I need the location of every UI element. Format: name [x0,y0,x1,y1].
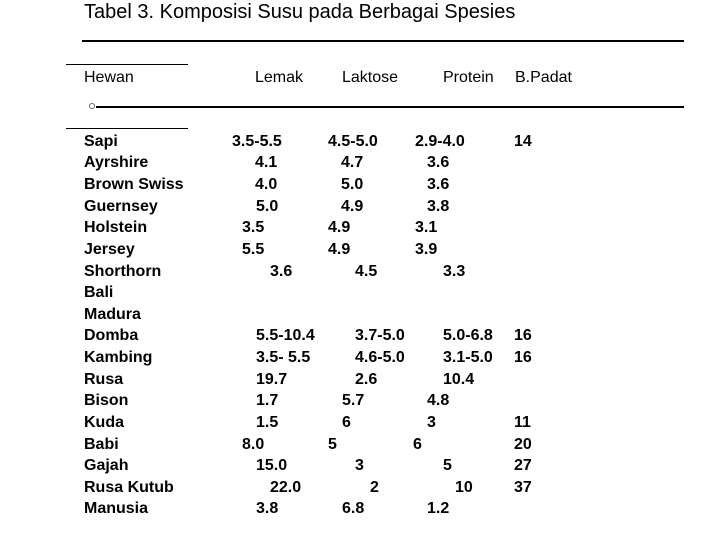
cell-protein: 3.9 [415,241,438,258]
header-lemak: Lemak [255,69,304,86]
table-title: Tabel 3. Komposisi Susu pada Berbagai Spesies [84,1,516,23]
bullet-dot-icon [89,103,95,109]
cell-laktose: 4.6-5.0 [355,349,405,366]
cell-hewan: Madura [84,306,141,323]
cell-protein: 2.9-4.0 [415,133,465,150]
cell-bpadat: 37 [514,479,532,496]
cell-laktose: 5 [328,436,337,453]
cell-laktose: 2 [370,479,379,496]
cell-lemak: 3.5 [242,219,265,236]
cell-laktose: 5.0 [341,176,364,193]
cell-bpadat: 16 [514,327,532,344]
cell-laktose: 4.5 [355,263,378,280]
cell-hewan: Brown Swiss [84,176,184,193]
header-laktose: Laktose [342,69,399,86]
cell-hewan: Manusia [84,500,149,517]
header-bpadat: B.Padat [515,69,572,86]
cell-laktose: 6.8 [342,500,365,517]
cell-lemak: 8.0 [242,436,265,453]
cell-hewan: Bali [84,284,114,301]
cell-bpadat: 11 [514,414,531,431]
cell-hewan: Bison [84,392,129,409]
cell-hewan: Holstein [84,219,148,236]
cell-protein: 5.0-6.8 [443,327,493,344]
cell-laktose: 4.7 [341,154,364,171]
cell-lemak: 5.0 [256,198,279,215]
cell-protein: 1.2 [427,500,450,517]
cell-hewan: Sapi [84,133,118,150]
cell-lemak: 1.5 [256,414,279,431]
cell-laktose: 2.6 [355,371,378,388]
cell-hewan: Kuda [84,414,124,431]
cell-hewan: Rusa Kutub [84,479,174,496]
cell-protein: 3.8 [427,198,450,215]
cell-hewan: Kambing [84,349,153,366]
cell-protein: 3.1-5.0 [443,349,493,366]
cell-lemak: 3.5- 5.5 [256,349,311,366]
cell-laktose: 4.9 [328,241,351,258]
cell-protein: 10 [455,479,473,496]
cell-lemak: 1.7 [256,392,279,409]
cell-lemak: 3.5-5.5 [232,133,282,150]
cell-laktose: 3 [355,457,364,474]
cell-hewan: Shorthorn [84,263,162,280]
cell-protein: 4.8 [427,392,450,409]
header-hewan: Hewan [84,69,134,86]
cell-protein: 3 [427,414,436,431]
cell-hewan: Ayrshire [84,154,149,171]
cell-protein: 3.6 [427,154,450,171]
cell-laktose: 4.9 [341,198,364,215]
cell-protein: 3.1 [415,219,438,236]
cell-lemak: 4.0 [255,176,278,193]
hewan-body-underline [66,128,188,129]
cell-laktose: 6 [342,414,351,431]
header-protein: Protein [443,69,494,86]
cell-protein: 3.6 [427,176,450,193]
top-rule [82,40,684,42]
cell-protein: 5 [443,457,452,474]
cell-bpadat: 14 [514,133,532,150]
cell-lemak: 3.6 [270,263,293,280]
cell-laktose: 3.7-5.0 [355,327,405,344]
cell-hewan: Rusa [84,371,124,388]
cell-lemak: 19.7 [256,371,288,388]
cell-lemak: 5.5-10.4 [256,327,315,344]
cell-hewan: Gajah [84,457,129,474]
cell-lemak: 4.1 [255,154,278,171]
cell-laktose: 4.9 [328,219,351,236]
header-rule [96,106,684,108]
cell-protein: 3.3 [443,263,466,280]
cell-protein: 10.4 [443,371,475,388]
cell-bpadat: 27 [514,457,532,474]
cell-protein: 6 [413,436,422,453]
cell-hewan: Jersey [84,241,135,258]
cell-hewan: Babi [84,436,119,453]
cell-lemak: 22.0 [270,479,302,496]
cell-laktose: 5.7 [342,392,365,409]
cell-laktose: 4.5-5.0 [328,133,378,150]
cell-hewan: Domba [84,327,139,344]
cell-lemak: 5.5 [242,241,265,258]
cell-bpadat: 20 [514,436,532,453]
cell-lemak: 3.8 [256,500,279,517]
cell-hewan: Guernsey [84,198,158,215]
hewan-header-underline [66,64,188,65]
cell-bpadat: 16 [514,349,532,366]
cell-lemak: 15.0 [256,457,288,474]
